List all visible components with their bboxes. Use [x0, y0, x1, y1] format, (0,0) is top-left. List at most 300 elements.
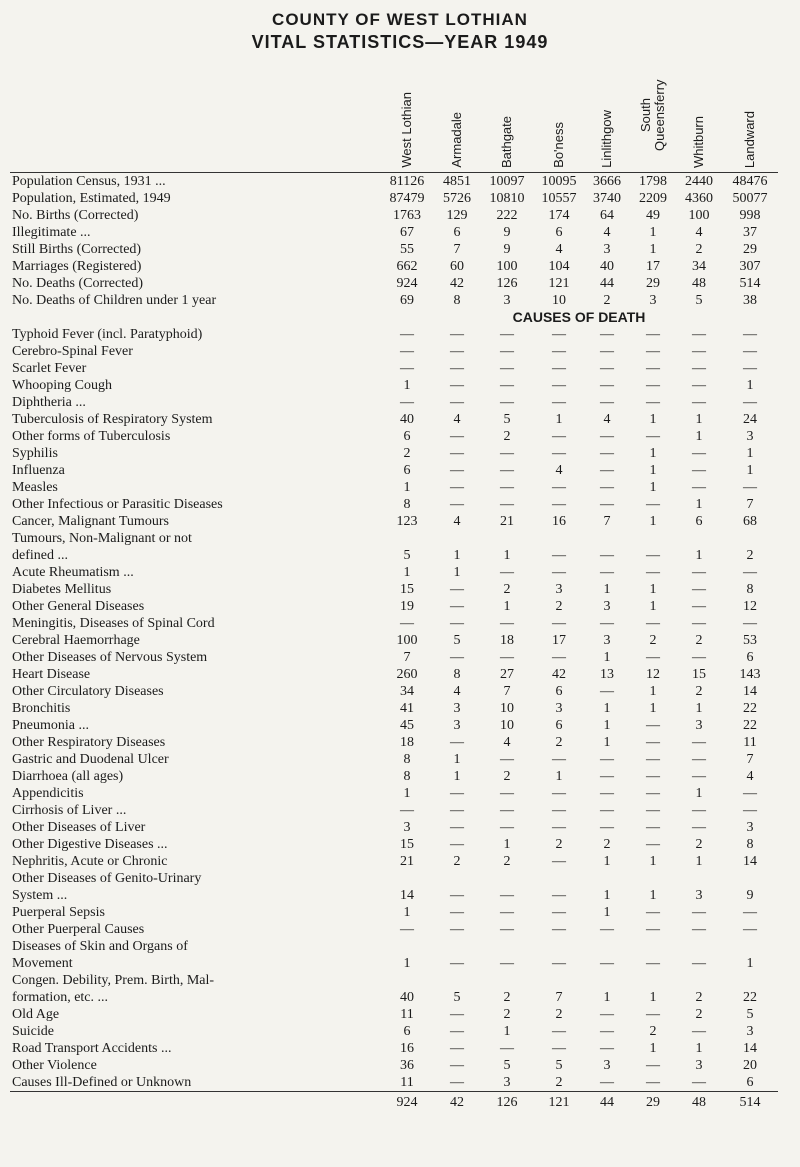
- table-cell: 1: [695, 548, 703, 563]
- table-cell: 6: [453, 225, 461, 240]
- table-cell: 121: [534, 1092, 584, 1113]
- table-cell: 307: [739, 259, 761, 274]
- table-row: [10, 1006, 778, 1023]
- table-cell: 1: [649, 701, 657, 716]
- table-cell: 3: [453, 701, 461, 716]
- table-cell: 1: [503, 548, 511, 563]
- table-cell: —: [600, 565, 614, 580]
- table-row: [10, 904, 778, 921]
- table-cell: [434, 870, 480, 887]
- table-row: [10, 190, 778, 207]
- table-cell: 1: [695, 786, 703, 801]
- table-cell: 2: [503, 769, 511, 784]
- table-cell: —: [646, 752, 660, 767]
- table-cell: 15: [692, 667, 706, 682]
- table-cell: —: [552, 820, 566, 835]
- table-row: [10, 1057, 778, 1074]
- table-row: [10, 224, 778, 241]
- table-cell: 7: [403, 650, 411, 665]
- table-cell: 6: [746, 650, 754, 665]
- table-cell: 174: [548, 208, 570, 223]
- table-cell: 8: [403, 497, 411, 512]
- table-cell: —: [400, 616, 414, 631]
- table-cell: 1: [603, 854, 611, 869]
- table-cell: 100: [688, 208, 710, 223]
- table-row: [10, 496, 778, 513]
- table-cell: —: [646, 327, 660, 342]
- row-label: Meningitis, Diseases of Spinal Cord: [12, 616, 215, 631]
- row-label: Population Census, 1931 ...: [12, 174, 166, 189]
- table-row: [10, 632, 778, 649]
- table-cell: —: [692, 395, 706, 410]
- table-cell: —: [600, 684, 614, 699]
- table-cell: 10097: [489, 174, 525, 189]
- table-cell: —: [600, 480, 614, 495]
- table-cell: 29: [630, 1092, 676, 1113]
- table-cell: —: [600, 446, 614, 461]
- table-cell: —: [646, 786, 660, 801]
- table-row: [10, 666, 778, 683]
- row-label: Cerebral Haemorrhage: [12, 633, 140, 648]
- row-label: Still Births (Corrected): [12, 242, 142, 257]
- row-label: Typhoid Fever (incl. Paratyphoid): [12, 327, 203, 342]
- table-cell: —: [600, 1024, 614, 1039]
- table-cell: —: [450, 922, 464, 937]
- table-row: [10, 411, 778, 428]
- section-heading-row: [10, 309, 778, 326]
- table-cell: 48: [676, 1092, 722, 1113]
- table-cell: 14: [743, 684, 757, 699]
- table-cell: —: [552, 650, 566, 665]
- table-cell: —: [552, 752, 566, 767]
- table-cell: 1: [746, 956, 754, 971]
- table-cell: 7: [746, 752, 754, 767]
- table-cell: —: [450, 803, 464, 818]
- table-cell: 10: [500, 701, 514, 716]
- table-cell: 11: [400, 1007, 414, 1022]
- table-cell: —: [450, 837, 464, 852]
- table-cell: —: [600, 548, 614, 563]
- table-cell: [722, 870, 778, 887]
- table-cell: —: [743, 803, 757, 818]
- row-label: Other Digestive Diseases ...: [12, 837, 168, 852]
- table-cell: 3: [695, 1058, 703, 1073]
- table-cell: —: [600, 344, 614, 359]
- table-cell: 6: [555, 718, 563, 733]
- table-cell: —: [450, 497, 464, 512]
- table-cell: 3: [453, 718, 461, 733]
- table-cell: 260: [396, 667, 418, 682]
- table-cell: —: [600, 497, 614, 512]
- column-header: Landward: [722, 62, 778, 173]
- table-cell: 11: [400, 1075, 414, 1090]
- table-cell: 1: [453, 548, 461, 563]
- table-cell: 2: [649, 1024, 657, 1039]
- table-cell: 48: [692, 276, 706, 291]
- table-row: [10, 241, 778, 258]
- table-cell: 6: [695, 514, 703, 529]
- table-cell: —: [450, 463, 464, 478]
- table-cell: 6: [403, 429, 411, 444]
- table-cell: 2: [555, 837, 563, 852]
- table-cell: 6: [555, 225, 563, 240]
- table-cell: 21: [400, 854, 414, 869]
- table-cell: —: [600, 1041, 614, 1056]
- table-cell: 11: [743, 735, 757, 750]
- row-label: Road Transport Accidents ...: [12, 1041, 172, 1056]
- table-cell: —: [743, 786, 757, 801]
- table-cell: 2: [746, 548, 754, 563]
- row-label: Population, Estimated, 1949: [12, 191, 171, 206]
- table-cell: 5: [503, 412, 511, 427]
- table-cell: —: [600, 361, 614, 376]
- table-cell: —: [450, 1041, 464, 1056]
- table-cell: —: [552, 344, 566, 359]
- table-cell: —: [646, 956, 660, 971]
- row-label: Nephritis, Acute or Chronic: [12, 854, 168, 869]
- table-cell: —: [692, 735, 706, 750]
- row-label: No. Deaths of Children under 1 year: [12, 293, 217, 308]
- table-cell: 7: [555, 990, 563, 1005]
- table-cell: 924: [380, 1092, 434, 1113]
- table-row: [10, 717, 778, 734]
- table-row: [10, 802, 778, 819]
- table-cell: 1: [695, 412, 703, 427]
- table-cell: 37: [743, 225, 757, 240]
- table-cell: —: [646, 718, 660, 733]
- table-cell: 24: [743, 412, 757, 427]
- table-row: [10, 683, 778, 700]
- vital-statistics-table: [10, 62, 778, 1112]
- row-label: System ...: [12, 888, 68, 903]
- table-cell: 514: [722, 1092, 778, 1113]
- table-cell: 7: [503, 684, 511, 699]
- table-cell: 27: [500, 667, 514, 682]
- table-cell: 5: [453, 990, 461, 1005]
- table-cell: 1: [649, 582, 657, 597]
- table-cell: —: [600, 378, 614, 393]
- table-cell: [534, 870, 584, 887]
- table-row: [10, 207, 778, 224]
- table-cell: —: [743, 361, 757, 376]
- table-cell: 121: [548, 276, 570, 291]
- table-cell: 1: [649, 684, 657, 699]
- row-label: [10, 1092, 380, 1113]
- table-cell: —: [552, 922, 566, 937]
- table-cell: 20: [743, 1058, 757, 1073]
- table-cell: —: [500, 378, 514, 393]
- table-cell: —: [450, 905, 464, 920]
- table-cell: 29: [646, 276, 660, 291]
- table-cell: 3740: [593, 191, 621, 206]
- table-cell: 1: [503, 599, 511, 614]
- table-cell: [434, 972, 480, 989]
- table-cell: 4: [603, 225, 611, 240]
- table-row: [10, 445, 778, 462]
- table-cell: 662: [396, 259, 418, 274]
- row-label: Other Diseases of Liver: [12, 820, 146, 835]
- column-header: Armadale: [434, 62, 480, 173]
- table-cell: 4: [503, 735, 511, 750]
- table-cell: —: [552, 888, 566, 903]
- table-cell: —: [692, 599, 706, 614]
- table-cell: —: [552, 429, 566, 444]
- table-cell: [676, 870, 722, 887]
- row-label: Whooping Cough: [12, 378, 112, 393]
- row-label: Puerperal Sepsis: [12, 905, 105, 920]
- table-cell: 1: [603, 582, 611, 597]
- table-cell: —: [646, 565, 660, 580]
- table-cell: 38: [743, 293, 757, 308]
- table-cell: —: [552, 480, 566, 495]
- table-cell: 9: [503, 225, 511, 240]
- table-cell: 1: [649, 480, 657, 495]
- table-row: [10, 751, 778, 768]
- table-cell: 2: [503, 854, 511, 869]
- table-cell: —: [450, 429, 464, 444]
- row-label: defined ...: [12, 548, 68, 563]
- table-cell: —: [500, 497, 514, 512]
- table-cell: —: [692, 769, 706, 784]
- table-cell: 2: [695, 1007, 703, 1022]
- table-cell: 42: [552, 667, 566, 682]
- table-cell: —: [552, 956, 566, 971]
- table-cell: —: [450, 1007, 464, 1022]
- table-cell: —: [600, 956, 614, 971]
- table-cell: 2: [403, 446, 411, 461]
- table-cell: 4: [603, 412, 611, 427]
- table-cell: 1: [695, 701, 703, 716]
- table-cell: 1: [695, 1041, 703, 1056]
- table-cell: 8: [453, 667, 461, 682]
- table-cell: [584, 530, 630, 547]
- table-cell: 100: [396, 633, 418, 648]
- table-cell: —: [600, 327, 614, 342]
- table-row: [10, 479, 778, 496]
- table-cell: —: [692, 361, 706, 376]
- column-header: West Lothian: [380, 62, 434, 173]
- table-cell: 129: [446, 208, 468, 223]
- table-cell: 1: [649, 888, 657, 903]
- table-cell: 48476: [732, 174, 768, 189]
- table-row: [10, 292, 778, 309]
- table-cell: 2: [555, 735, 563, 750]
- table-cell: —: [500, 565, 514, 580]
- table-cell: —: [600, 769, 614, 784]
- table-cell: —: [692, 344, 706, 359]
- table-cell: 2: [695, 837, 703, 852]
- row-label: Other Diseases of Genito-Urinary: [12, 871, 202, 886]
- table-cell: [534, 530, 584, 547]
- table-cell: —: [552, 1041, 566, 1056]
- table-cell: —: [552, 616, 566, 631]
- row-label: No. Births (Corrected): [12, 208, 139, 223]
- row-label: No. Deaths (Corrected): [12, 276, 144, 291]
- table-row: [10, 649, 778, 666]
- table-cell: [676, 938, 722, 955]
- table-row: [10, 700, 778, 717]
- table-cell: 1: [603, 701, 611, 716]
- row-label: Other Puerperal Causes: [12, 922, 145, 937]
- table-cell: 2: [603, 293, 611, 308]
- table-cell: 998: [739, 208, 761, 223]
- table-cell: 5: [503, 1058, 511, 1073]
- table-cell: 1: [649, 599, 657, 614]
- table-cell: 14: [400, 888, 414, 903]
- table-row: [10, 598, 778, 615]
- table-cell: 2: [503, 1007, 511, 1022]
- table-cell: —: [692, 820, 706, 835]
- table-cell: [722, 938, 778, 955]
- table-cell: [722, 972, 778, 989]
- table-cell: —: [692, 480, 706, 495]
- table-cell: 9: [746, 888, 754, 903]
- table-cell: 14: [743, 1041, 757, 1056]
- table-cell: 1: [453, 565, 461, 580]
- table-cell: —: [500, 820, 514, 835]
- table-cell: [480, 972, 534, 989]
- row-label: Bronchitis: [12, 701, 71, 716]
- table-cell: 3: [746, 429, 754, 444]
- table-cell: [380, 870, 434, 887]
- row-label: Pneumonia ...: [12, 718, 89, 733]
- row-label: Cancer, Malignant Tumours: [12, 514, 169, 529]
- row-label: Scarlet Fever: [12, 361, 87, 376]
- table-cell: 36: [400, 1058, 414, 1073]
- table-cell: —: [692, 1075, 706, 1090]
- table-row: [10, 955, 778, 972]
- table-cell: 2: [695, 242, 703, 257]
- table-cell: 41: [400, 701, 414, 716]
- table-cell: —: [400, 395, 414, 410]
- table-row: [10, 734, 778, 751]
- table-cell: 15: [400, 837, 414, 852]
- table-cell: 1: [403, 786, 411, 801]
- table-cell: 1: [555, 412, 563, 427]
- table-cell: 1: [403, 905, 411, 920]
- table-cell: 1: [746, 446, 754, 461]
- table-cell: —: [692, 446, 706, 461]
- table-cell: —: [450, 327, 464, 342]
- table-cell: 5: [555, 1058, 563, 1073]
- table-cell: —: [400, 803, 414, 818]
- table-cell: 5: [695, 293, 703, 308]
- row-label: Other Circulatory Diseases: [12, 684, 164, 699]
- table-cell: —: [450, 888, 464, 903]
- table-cell: [630, 938, 676, 955]
- table-cell: —: [400, 344, 414, 359]
- table-cell: 1: [603, 735, 611, 750]
- table-cell: [676, 530, 722, 547]
- table-cell: —: [450, 1058, 464, 1073]
- table-cell: 3: [555, 582, 563, 597]
- table-cell: 6: [403, 463, 411, 478]
- table-cell: —: [600, 616, 614, 631]
- table-cell: 40: [400, 412, 414, 427]
- table-cell: 1: [649, 412, 657, 427]
- row-label: Tuberculosis of Respiratory System: [12, 412, 213, 427]
- table-cell: [534, 972, 584, 989]
- table-cell: 44: [584, 1092, 630, 1113]
- table-row: [10, 258, 778, 275]
- table-cell: —: [600, 1075, 614, 1090]
- table-cell: 3: [503, 1075, 511, 1090]
- table-cell: —: [552, 565, 566, 580]
- table-cell: —: [500, 480, 514, 495]
- table-cell: 5: [403, 548, 411, 563]
- table-cell: —: [646, 429, 660, 444]
- table-cell: —: [692, 1024, 706, 1039]
- table-cell: —: [646, 616, 660, 631]
- table-cell: 514: [739, 276, 761, 291]
- table-cell: —: [743, 565, 757, 580]
- table-cell: —: [646, 344, 660, 359]
- table-cell: —: [450, 616, 464, 631]
- table-cell: 4: [453, 514, 461, 529]
- table-cell: —: [552, 327, 566, 342]
- table-cell: 34: [692, 259, 706, 274]
- row-label: Other Respiratory Diseases: [12, 735, 166, 750]
- table-cell: —: [692, 378, 706, 393]
- table-cell: 64: [600, 208, 614, 223]
- table-cell: 8: [403, 769, 411, 784]
- table-cell: 44: [600, 276, 614, 291]
- table-cell: —: [646, 1007, 660, 1022]
- table-cell: 42: [450, 276, 464, 291]
- table-row: [10, 326, 778, 343]
- table-cell: —: [552, 361, 566, 376]
- table-cell: —: [552, 905, 566, 920]
- table-cell: [584, 870, 630, 887]
- table-cell: —: [600, 922, 614, 937]
- table-cell: 2209: [639, 191, 667, 206]
- table-cell: —: [500, 956, 514, 971]
- row-label: Acute Rheumatism ...: [12, 565, 134, 580]
- table-cell: 67: [400, 225, 414, 240]
- row-label: Other Infectious or Parasitic Diseases: [12, 497, 223, 512]
- table-cell: —: [500, 327, 514, 342]
- table-cell: 17: [646, 259, 660, 274]
- table-cell: 4851: [443, 174, 471, 189]
- table-cell: —: [500, 905, 514, 920]
- row-label: Cerebro-Spinal Fever: [12, 344, 133, 359]
- table-cell: 8: [746, 837, 754, 852]
- table-cell: 123: [396, 514, 418, 529]
- table-cell: —: [450, 820, 464, 835]
- table-cell: 8: [746, 582, 754, 597]
- table-cell: 2: [649, 633, 657, 648]
- table-cell: —: [743, 327, 757, 342]
- table-cell: 1798: [639, 174, 667, 189]
- causes-of-death-heading: CAUSES OF DEATH: [512, 309, 646, 325]
- table-row: [10, 513, 778, 530]
- table-cell: —: [743, 922, 757, 937]
- table-cell: —: [692, 463, 706, 478]
- table-cell: 4: [695, 225, 703, 240]
- row-label: Syphilis: [12, 446, 58, 461]
- table-row: [10, 530, 778, 547]
- table-cell: —: [552, 854, 566, 869]
- table-cell: 2: [503, 582, 511, 597]
- table-cell: —: [552, 786, 566, 801]
- table-cell: 1: [649, 242, 657, 257]
- table-cell: 12: [743, 599, 757, 614]
- table-cell: —: [500, 922, 514, 937]
- table-cell: 22: [743, 718, 757, 733]
- table-cell: —: [692, 582, 706, 597]
- table-cell: 2: [453, 854, 461, 869]
- table-row: [10, 853, 778, 870]
